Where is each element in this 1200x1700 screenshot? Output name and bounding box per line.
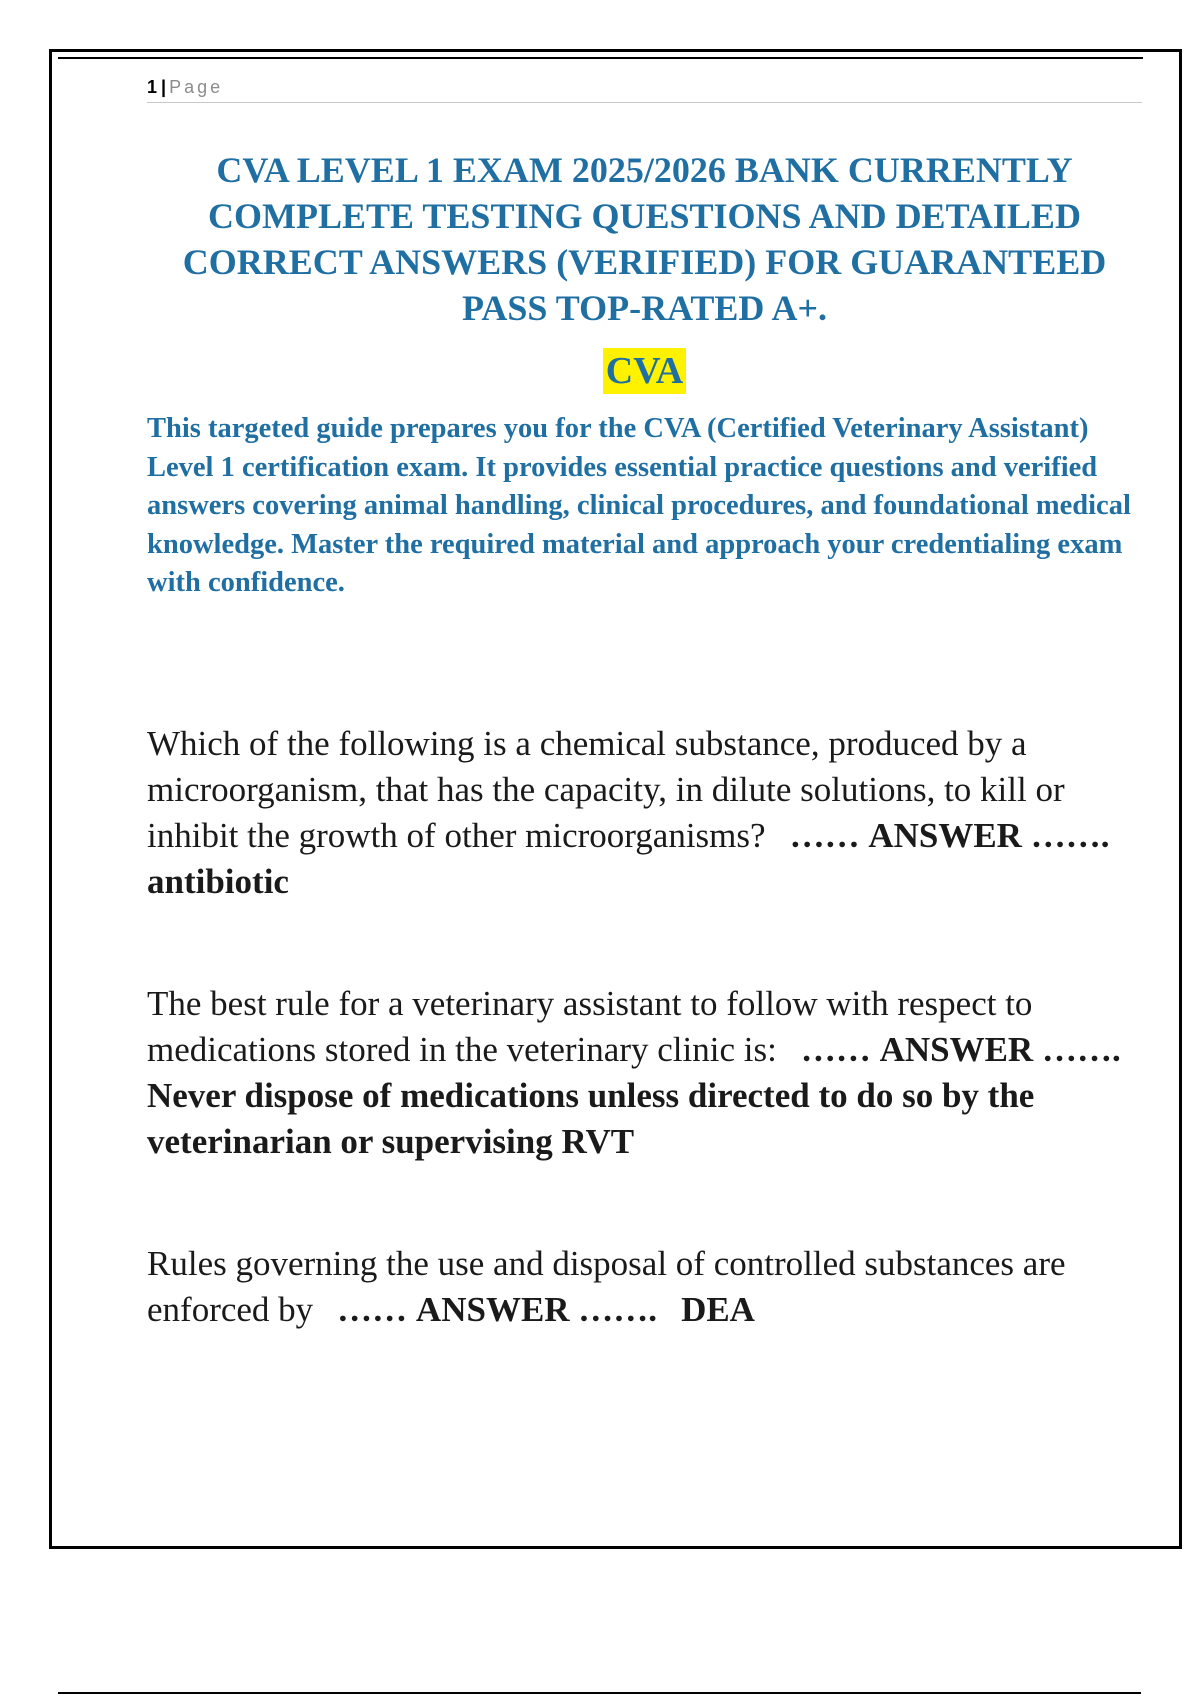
tag-wrapper [147, 348, 1142, 394]
frame-top-rule [58, 57, 1143, 59]
lead-dots: …… [789, 816, 860, 855]
answer-label: ANSWER ……. [415, 1290, 658, 1329]
intro-paragraph: This targeted guide prepares you for the CVA (Certified Veterinary Assistant) Level 1 certification exam. It provides essential practice questions and verified answers covering animal handling, clinical procedures, and foundational medical knowledge. Master the required material and approach your credentialing exam with confidence. [147, 413, 1131, 598]
page-header [147, 72, 1142, 103]
answer-text: antibiotic [147, 862, 289, 901]
answer-text: Never dispose of medications unless directed to do so by the veterinarian or supervising RVT [147, 1076, 1035, 1161]
document-title: CVA LEVEL 1 EXAM 2025/2026 BANK CURRENTLY COMPLETE TESTING QUESTIONS AND DETAILED CORRECT ANSWERS (VERIFIED) FOR GUARANTEED PASS TOP-RATED A+. [182, 150, 1107, 328]
lead-dots: …… [337, 1290, 408, 1329]
question-text: Which of the following is a chemical substance, produced by a microorganism, that has the capacity, in dilute solutions, to kill or inhibit the growth of other microorganisms? [147, 724, 1065, 855]
answer-text: DEA [681, 1290, 755, 1329]
highlight-tag: CVA [603, 348, 686, 394]
page-separator: | [161, 77, 167, 97]
lead-dots: …… [800, 1030, 871, 1069]
page-number: 1 [147, 77, 158, 97]
question-3 [147, 1241, 1147, 1333]
answer-label: ANSWER ……. [879, 1030, 1121, 1069]
question-text: Rules governing the use and disposal of controlled substances are enforced by [147, 1244, 1066, 1329]
page-label: Page [169, 77, 224, 97]
question-text: The best rule for a veterinary assistant to follow with respect to medications stored in the veterinary clinic is: [147, 984, 1033, 1069]
question-1 [147, 721, 1147, 905]
bottom-rule [58, 1692, 1141, 1694]
question-2 [147, 981, 1147, 1165]
page-frame [49, 49, 1182, 1549]
answer-label: ANSWER ……. [868, 816, 1110, 855]
